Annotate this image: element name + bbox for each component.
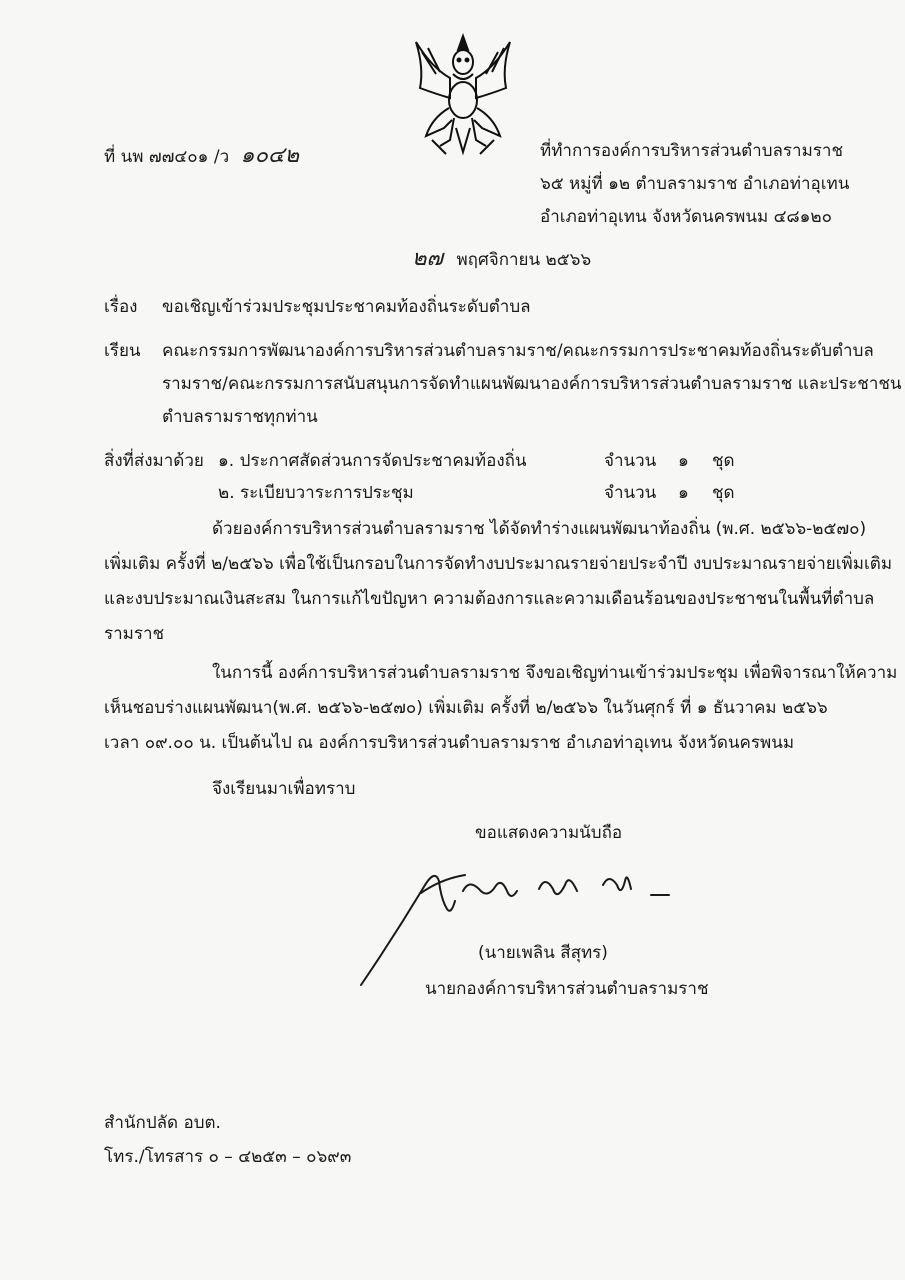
recipient-line-1: คณะกรรมการพัฒนาองค์การบริหารส่วนตำบลรามราช/คณะกรรมการประชาคมท้องถิ่นระดับตำบล <box>162 341 874 361</box>
letter-date <box>412 248 591 271</box>
para2-line-2: เห็นชอบร่างแผนพัฒนา(พ.ศ. ๒๕๖๖-๒๕๗๐) เพิ่มเติม ครั้งที่ ๒/๒๕๖๖ ในวันศุกร์ ที่ ๑ ธันวาคม ๒๕๖๖ <box>104 698 828 718</box>
subject-text: ขอเชิญเข้าร่วมประชุมประชาคมท้องถิ่นระดับตำบล <box>162 297 531 317</box>
footer-phone: โทร./โทรสาร ๐ – ๔๒๕๓ – ๐๖๙๓ <box>104 1147 352 1167</box>
para1-line-3: และงบประมาณเงินสะสม ในการแก้ไขปัญหา ความต้องการและความเดือนร้อนของประชาชนในพื้นที่ตำบล <box>104 589 875 609</box>
reference-number-handwritten: ๑๐๔๒ <box>240 143 300 168</box>
closing-line: จึงเรียนมาเพื่อทราบ <box>212 779 356 799</box>
signer-name: (นายเพลิน สีสุทร) <box>478 943 608 963</box>
reference-line <box>104 145 299 168</box>
recipient-label: เรียน <box>104 341 141 361</box>
subject-label: เรื่อง <box>104 297 138 317</box>
para1-line-2: เพิ่มเติม ครั้งที่ ๒/๒๕๖๖ เพื่อใช้เป็นกรอบในการจัดทำงบประมาณรายจ่ายประจำปี งบประมาณรายจ่ายเพิ่มเติม <box>104 554 893 574</box>
regards-text: ขอแสดงความนับถือ <box>475 823 623 843</box>
garuda-emblem-icon <box>402 28 524 158</box>
recipient-line-2: รามราช/คณะกรรมการสนับสนุนการจัดทำแผนพัฒนาองค์การบริหารส่วนตำบลรามราช และประชาชน <box>162 374 902 394</box>
enclosure-item-1: ๑. ประกาศสัดส่วนการจัดประชาคมท้องถิ่น <box>218 451 527 471</box>
office-address-line-3: อำเภอท่าอุเทน จังหวัดนครพนม ๔๘๑๒๐ <box>540 207 832 227</box>
signer-title: นายกองค์การบริหารส่วนตำบลรามราช <box>425 979 709 999</box>
para1-line-4: รามราช <box>104 624 165 644</box>
date-month-year: พฤศจิกายน ๒๕๖๖ <box>456 250 592 270</box>
enclosure-item-1-unit: ชุด <box>712 451 735 471</box>
handwritten-signature <box>355 855 675 990</box>
date-day-handwritten: ๒๗ <box>412 246 444 271</box>
enclosure-item-2: ๒. ระเบียบวาระการประชุม <box>218 483 414 503</box>
para1-line-1: ด้วยองค์การบริหารส่วนตำบลรามราช ได้จัดทำร่างแผนพัฒนาท้องถิ่น (พ.ศ. ๒๕๖๖-๒๕๗๐) <box>212 519 867 539</box>
reference-prefix: ที่ นพ ๗๗๔๐๑ /ว <box>104 147 230 167</box>
para2-line-1: ในการนี้ องค์การบริหารส่วนตำบลรามราช จึงขอเชิญท่านเข้าร่วมประชุม เพื่อพิจารณาให้ความ <box>212 663 898 683</box>
office-address-line-2: ๖๕ หมู่ที่ ๑๒ ตำบลรามราช อำเภอท่าอุเทน <box>540 174 850 194</box>
enclosure-item-2-qty: ๑ <box>678 483 689 503</box>
para2-line-3: เวลา ๐๙.๐๐ น. เป็นต้นไป ณ องค์การบริหารส่วนตำบลรามราช อำเภอท่าอุเทน จังหวัดนครพนม <box>104 733 795 753</box>
enclosures-label: สิ่งที่ส่งมาด้วย <box>104 451 204 471</box>
recipient-line-3: ตำบลรามราชทุกท่าน <box>162 407 318 427</box>
office-address-line-1: ที่ทำการองค์การบริหารส่วนตำบลรามราช <box>540 141 844 161</box>
enclosure-item-1-qty: ๑ <box>678 451 689 471</box>
enclosure-item-2-qty-label: จำนวน <box>604 483 657 503</box>
enclosure-item-1-qty-label: จำนวน <box>604 451 657 471</box>
footer-office: สำนักปลัด อบต. <box>104 1113 221 1133</box>
enclosure-item-2-unit: ชุด <box>712 483 735 503</box>
